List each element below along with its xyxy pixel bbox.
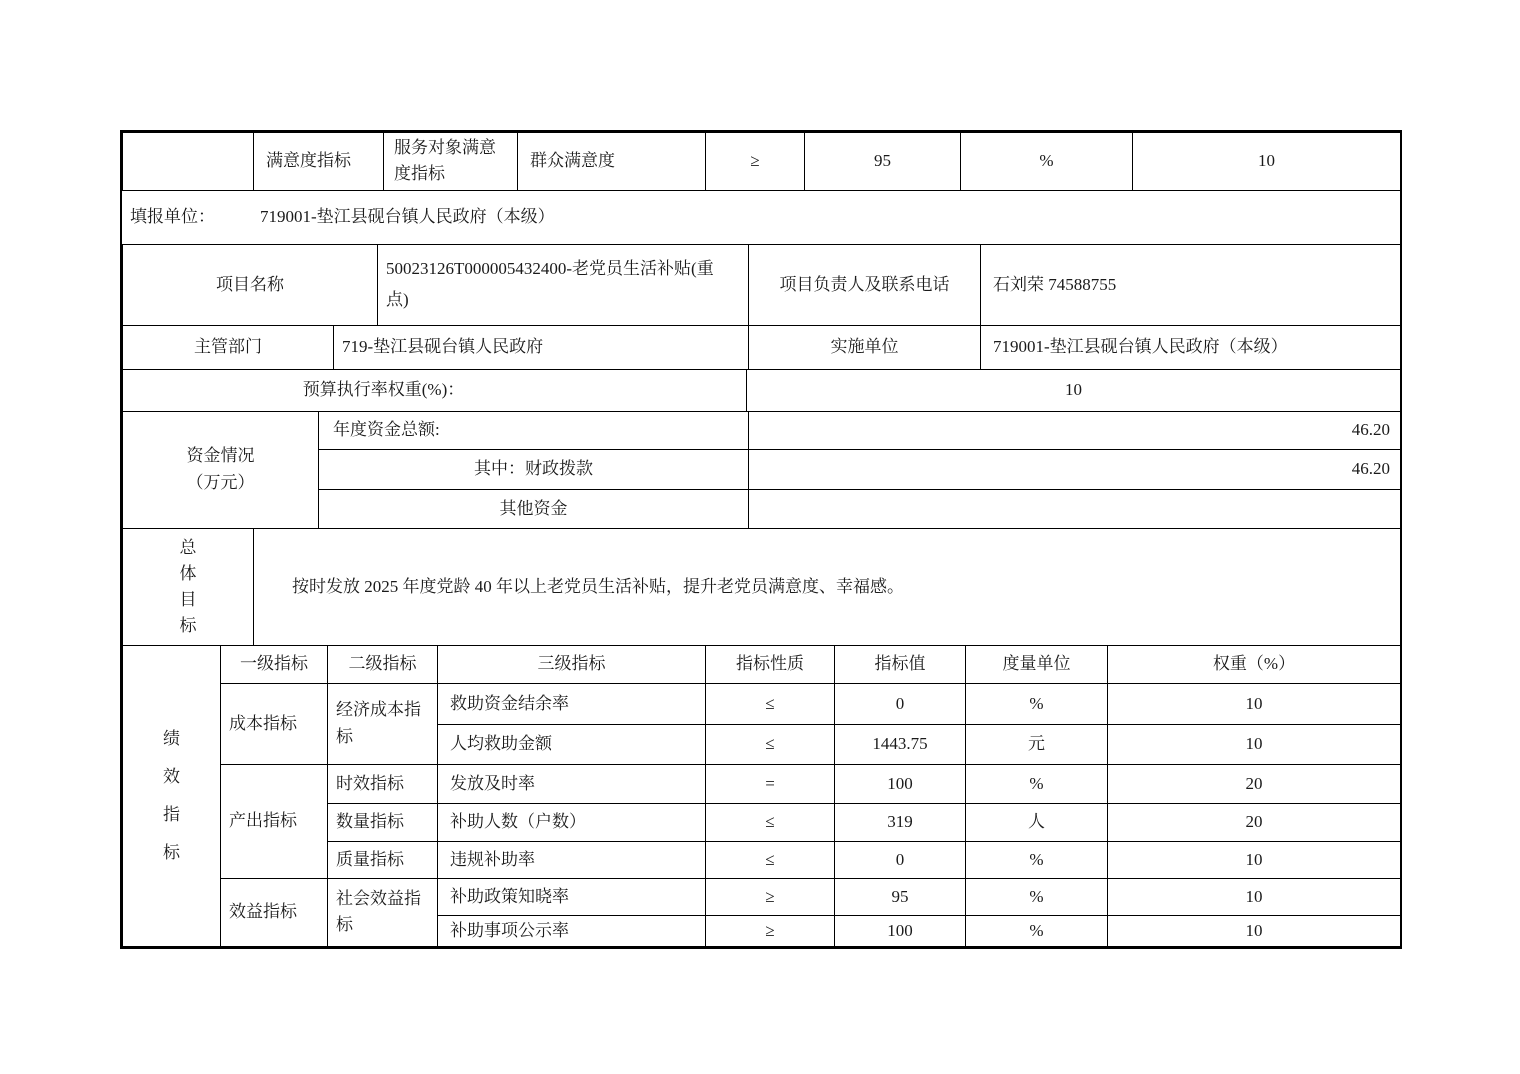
- overall-goal-label-char: 标: [179, 615, 197, 635]
- performance-target-form: [120, 130, 1402, 949]
- project-manager-label: 项目负责人及联系电话: [749, 244, 981, 325]
- indicator-unit-cell: %: [966, 915, 1108, 946]
- overall-goal-label-char: 体: [179, 563, 197, 583]
- funding-row-value: 46.20: [749, 449, 1401, 489]
- level3-indicator-cell: 补助事项公示率: [438, 915, 706, 946]
- level1-indicator-cell: 效益指标: [221, 878, 328, 946]
- performance-section-label-char: 标: [163, 842, 180, 862]
- indicator-value-cell: 1443.75: [835, 724, 966, 764]
- table-row: [123, 764, 1401, 803]
- indicator-value-cell: 100: [835, 915, 966, 946]
- indicator-unit-cell: %: [966, 764, 1108, 803]
- budget-execution-table: [122, 369, 1401, 412]
- level2-indicator-cell: 经济成本指标: [328, 683, 438, 764]
- indicator-value-cell: 319: [835, 803, 966, 841]
- funding-section-label-line1: 资金情况: [186, 446, 255, 466]
- reporting-unit-label: 填报单位：: [130, 207, 215, 227]
- indicator-nature-cell: =: [706, 764, 835, 803]
- department-label: 主管部门: [123, 325, 334, 369]
- table-row: [123, 878, 1401, 915]
- table-row: [123, 411, 1401, 449]
- performance-section-label-char: 绩: [163, 728, 180, 748]
- level2-indicator-cell: 社会效益指标: [328, 878, 438, 946]
- reporting-unit-table: [122, 190, 1400, 245]
- level2-indicator-cell: 时效指标: [328, 764, 438, 803]
- indicator-nature-cell: ≤: [706, 683, 835, 724]
- funding-row-label: 年度资金总额:: [319, 411, 749, 449]
- project-name-label: 项目名称: [123, 244, 378, 325]
- implementer-value: 719001-垫江县砚台镇人民政府（本级）: [981, 325, 1401, 369]
- performance-section-label-char: 指: [163, 804, 180, 824]
- level3-indicator-cell: 违规补助率: [438, 841, 706, 878]
- level1-indicator-cell: 满意度指标: [254, 133, 384, 191]
- header-unit: 度量单位: [966, 645, 1108, 683]
- performance-section-label: [123, 645, 221, 946]
- overall-goal-label-char: 目: [179, 589, 197, 609]
- level2-indicator-cell: 服务对象满意度指标: [384, 133, 518, 191]
- overall-goal-label: [123, 528, 254, 645]
- implementer-label: 实施单位: [749, 325, 981, 369]
- funding-table: [122, 411, 1401, 529]
- indicator-nature-cell: ≥: [706, 878, 835, 915]
- funding-section-label: [123, 411, 319, 528]
- table-row: [123, 325, 1401, 369]
- indicator-value-cell: 95: [805, 133, 961, 191]
- indicator-weight-cell: 10: [1108, 878, 1401, 915]
- budget-execution-value: 10: [747, 369, 1401, 411]
- level1-indicator-cell: 产出指标: [221, 764, 328, 878]
- indicator-nature-cell: ≥: [706, 915, 835, 946]
- project-name-value: 50023126T000005432400-老党员生活补贴(重点): [378, 244, 749, 325]
- header-value: 指标值: [835, 645, 966, 683]
- overall-goal-label-char: 总: [179, 537, 197, 557]
- table-row: [123, 133, 1401, 191]
- table-row: [123, 683, 1401, 724]
- indicator-weight-cell: 20: [1108, 803, 1401, 841]
- department-table: [122, 325, 1401, 370]
- indicator-value-cell: 100: [835, 764, 966, 803]
- header-weight: 权重（%）: [1108, 645, 1401, 683]
- level2-indicator-cell: 数量指标: [328, 803, 438, 841]
- indicator-weight-cell: 10: [1108, 841, 1401, 878]
- reporting-unit-cell: [122, 190, 1400, 244]
- funding-row-value: [749, 489, 1401, 528]
- level3-indicator-cell: 发放及时率: [438, 764, 706, 803]
- level3-indicator-cell: 救助资金结余率: [438, 683, 706, 724]
- indicator-value-cell: 0: [835, 841, 966, 878]
- header-level2: 二级指标: [328, 645, 438, 683]
- budget-execution-label: 预算执行率权重(%)：: [123, 369, 747, 411]
- performance-indicators-table: [122, 645, 1401, 947]
- header-nature: 指标性质: [706, 645, 835, 683]
- reporting-unit-value: 719001-垫江县砚台镇人民政府（本级）: [260, 207, 555, 227]
- indicator-unit-cell: 元: [966, 724, 1108, 764]
- table-row: [123, 244, 1401, 325]
- funding-row-label: 其中：财政拨款: [319, 449, 749, 489]
- indicator-unit-cell: %: [961, 133, 1133, 191]
- performance-section-label-char: 效: [163, 766, 180, 786]
- indicator-nature-cell: ≥: [706, 133, 805, 191]
- overall-goal-text: 按时发放 2025 年度党龄 40 年以上老党员生活补贴，提升老党员满意度、幸福感。: [254, 528, 1401, 645]
- level2-indicator-cell: 质量指标: [328, 841, 438, 878]
- continuation-indicator-table: [122, 132, 1401, 191]
- indicator-unit-cell: %: [966, 841, 1108, 878]
- project-name-table: [122, 244, 1401, 326]
- empty-cell: [123, 133, 254, 191]
- table-row: [123, 528, 1401, 645]
- table-row: [122, 190, 1400, 244]
- level3-indicator-cell: 群众满意度: [518, 133, 706, 191]
- indicator-unit-cell: %: [966, 683, 1108, 724]
- indicator-value-cell: 95: [835, 878, 966, 915]
- funding-row-value: 46.20: [749, 411, 1401, 449]
- funding-row-label: 其他资金: [319, 489, 749, 528]
- indicator-weight-cell: 10: [1108, 724, 1401, 764]
- table-row: [123, 369, 1401, 411]
- indicator-nature-cell: ≤: [706, 724, 835, 764]
- header-level1: 一级指标: [221, 645, 328, 683]
- indicator-weight-cell: 10: [1133, 133, 1401, 191]
- project-manager-value: 石刘荣 74588755: [981, 244, 1401, 325]
- level3-indicator-cell: 补助人数（户数）: [438, 803, 706, 841]
- indicator-nature-cell: ≤: [706, 803, 835, 841]
- level3-indicator-cell: 人均救助金额: [438, 724, 706, 764]
- indicator-weight-cell: 10: [1108, 683, 1401, 724]
- indicator-unit-cell: %: [966, 878, 1108, 915]
- table-header-row: [123, 645, 1401, 683]
- indicator-unit-cell: 人: [966, 803, 1108, 841]
- level1-indicator-cell: 成本指标: [221, 683, 328, 764]
- funding-section-label-line2: （万元）: [186, 472, 255, 492]
- indicator-weight-cell: 20: [1108, 764, 1401, 803]
- level3-indicator-cell: 补助政策知晓率: [438, 878, 706, 915]
- overall-goal-table: [122, 528, 1401, 646]
- indicator-weight-cell: 10: [1108, 915, 1401, 946]
- department-value: 719-垫江县砚台镇人民政府: [334, 325, 749, 369]
- header-level3: 三级指标: [438, 645, 706, 683]
- indicator-value-cell: 0: [835, 683, 966, 724]
- indicator-nature-cell: ≤: [706, 841, 835, 878]
